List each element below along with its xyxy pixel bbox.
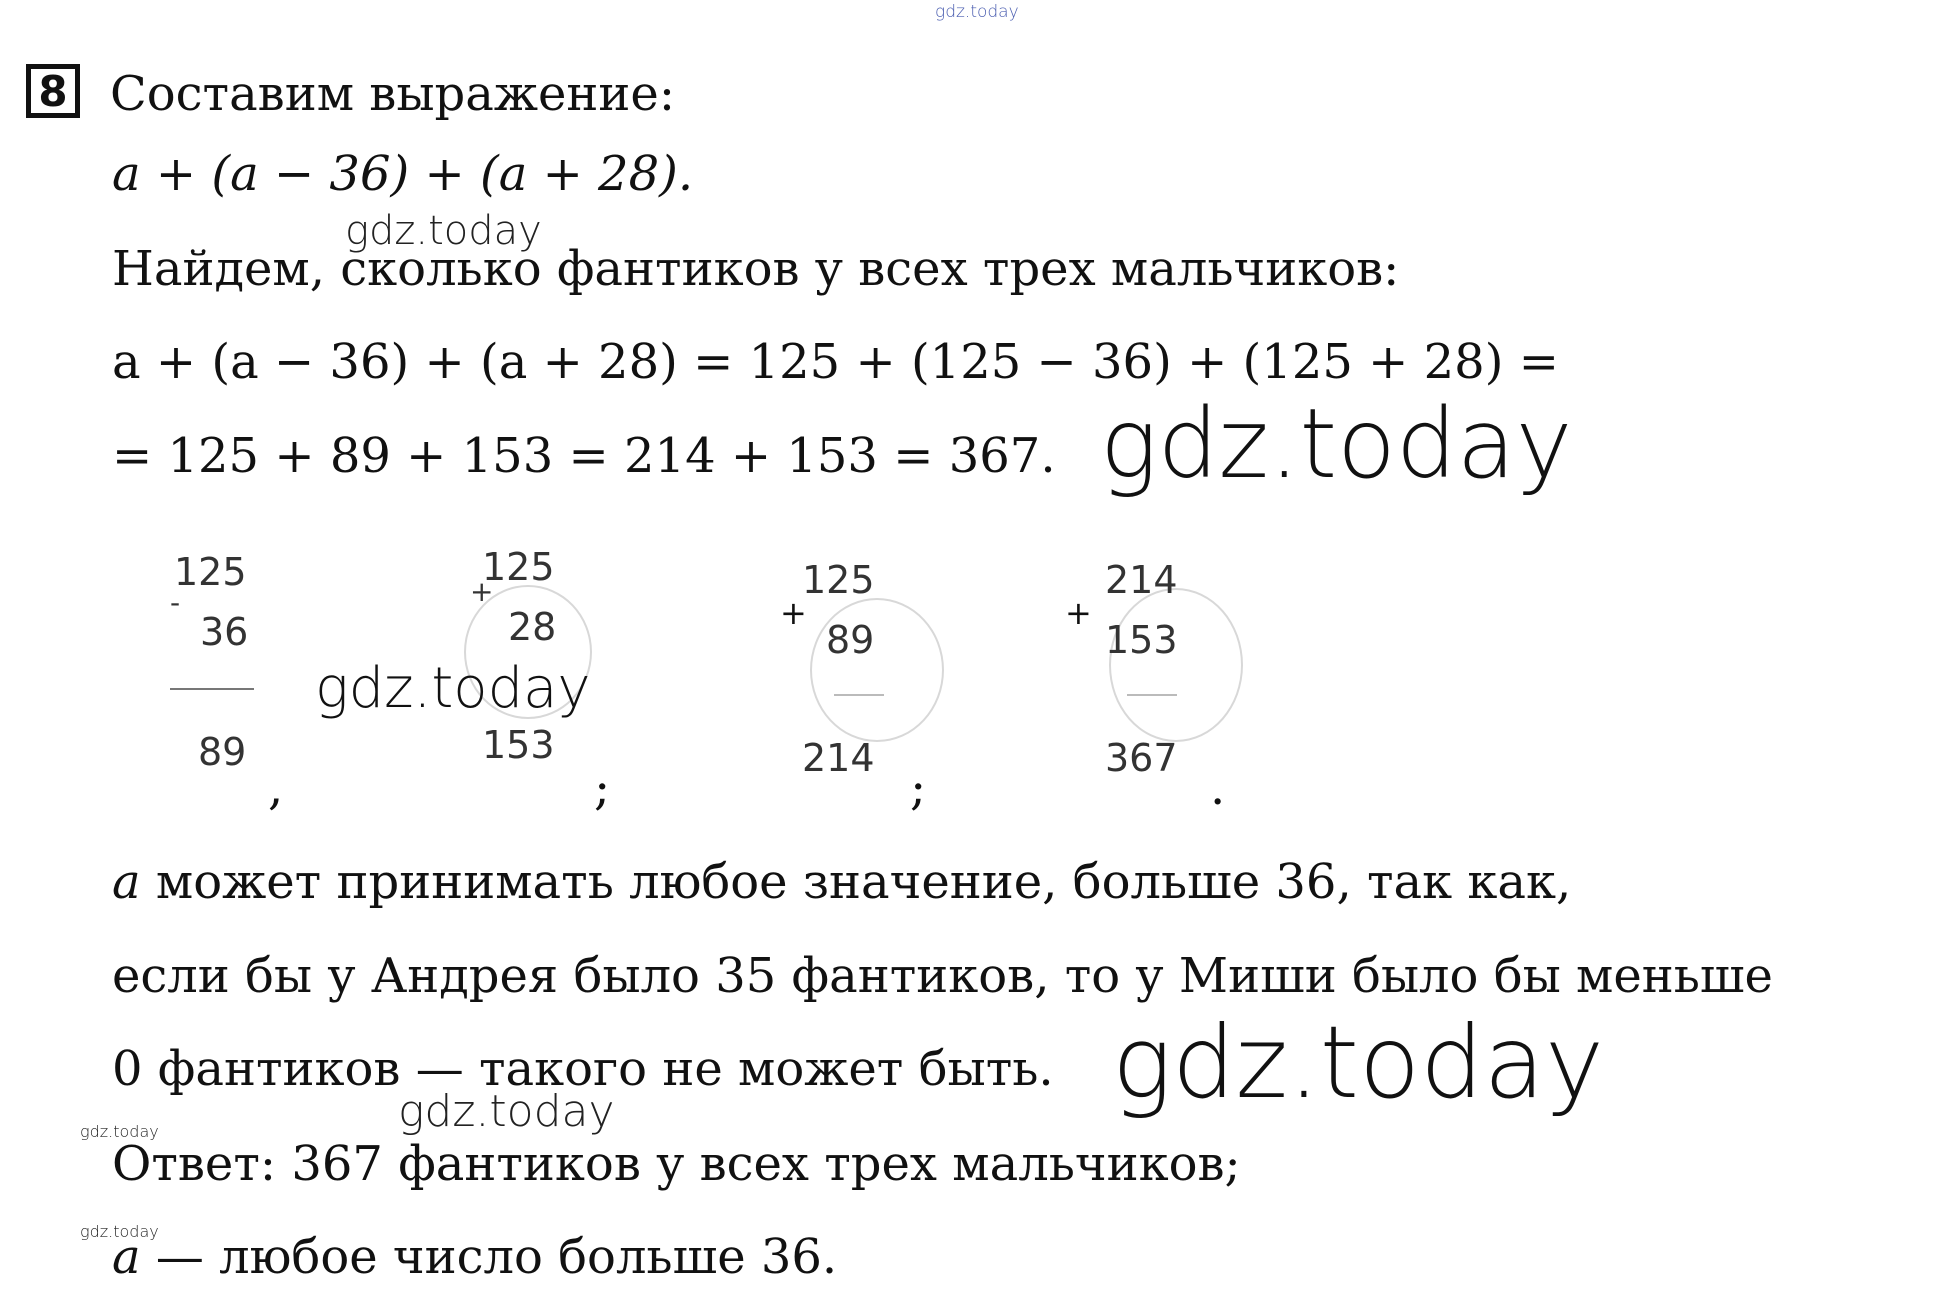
line-a-any-value bbox=[112, 854, 1572, 910]
calc-4-result: 367 bbox=[1105, 736, 1178, 780]
calc-3-separator: ; bbox=[910, 760, 927, 816]
column-calc-1 bbox=[170, 550, 290, 790]
column-calc-4 bbox=[1065, 558, 1225, 798]
line-a-any-value-text: может принимать любое значение, больше 36, так как, bbox=[140, 854, 1572, 910]
watermark-small-1: gdz.today bbox=[345, 208, 542, 254]
calc-4-bottom: 153 bbox=[1105, 618, 1178, 662]
calc-1-bottom: 36 bbox=[200, 610, 249, 654]
watermark-large-2: gdz.today bbox=[1112, 1004, 1605, 1121]
calc-3-line bbox=[834, 694, 884, 696]
watermark-tiny-1: gdz.today bbox=[80, 1122, 159, 1141]
line-answer-a-text: — любое число больше 36. bbox=[140, 1229, 838, 1285]
line-if-andrey: если бы у Андрея было 35 фантиков, то у Миши было бы меньше bbox=[112, 948, 1773, 1004]
calc-2-top: 125 bbox=[482, 545, 555, 589]
calc-1-line bbox=[170, 688, 254, 690]
line-answer: Ответ: 367 фантиков у всех трех мальчиков; bbox=[112, 1136, 1241, 1192]
watermark-top: gdz.today bbox=[935, 2, 1019, 22]
watermark-large-1: gdz.today bbox=[1100, 388, 1573, 500]
calc-4-separator: . bbox=[1210, 760, 1226, 816]
variable-a: a bbox=[112, 854, 141, 910]
calc-4-line bbox=[1127, 694, 1177, 696]
calc-3-operator: + bbox=[780, 594, 807, 632]
variable-a: a bbox=[112, 1229, 141, 1285]
line-result: = 125 + 89 + 153 = 214 + 153 = 367. bbox=[112, 428, 1056, 484]
line-expression: a + (a − 36) + (a + 28). bbox=[112, 146, 694, 202]
watermark-ring bbox=[1109, 588, 1243, 742]
calc-2-result: 153 bbox=[482, 723, 555, 767]
watermark-tiny-2: gdz.today bbox=[80, 1222, 159, 1241]
calc-1-top: 125 bbox=[174, 550, 247, 594]
calc-1-separator: , bbox=[268, 760, 284, 816]
calc-2-bottom: 28 bbox=[508, 605, 557, 649]
line-find-total: Найдем, сколько фантиков у всех трех мальчиков: bbox=[112, 241, 1400, 297]
calc-1-operator: - bbox=[170, 586, 181, 619]
calc-4-operator: + bbox=[1065, 594, 1092, 632]
watermark-medium-1: gdz.today bbox=[315, 656, 591, 721]
calc-3-bottom: 89 bbox=[826, 618, 875, 662]
calc-1-result: 89 bbox=[198, 730, 247, 774]
calc-3-result: 214 bbox=[802, 736, 875, 780]
line-compose-expression: Составим выражение: bbox=[110, 66, 675, 122]
watermark-small-2: gdz.today bbox=[398, 1086, 615, 1137]
line-answer-a bbox=[112, 1229, 838, 1285]
column-calc-3 bbox=[780, 558, 930, 798]
calc-2-separator: ; bbox=[594, 760, 611, 816]
calc-4-top: 214 bbox=[1105, 558, 1178, 602]
problem-number-badge: 8 bbox=[26, 64, 80, 118]
calc-3-top: 125 bbox=[802, 558, 875, 602]
calc-2-operator: + bbox=[470, 575, 494, 608]
line-substitution: a + (a − 36) + (a + 28) = 125 + (125 − 36) + (125 + 28) = bbox=[112, 334, 1559, 390]
line-cannot-be: 0 фантиков — такого не может быть. bbox=[112, 1041, 1054, 1097]
